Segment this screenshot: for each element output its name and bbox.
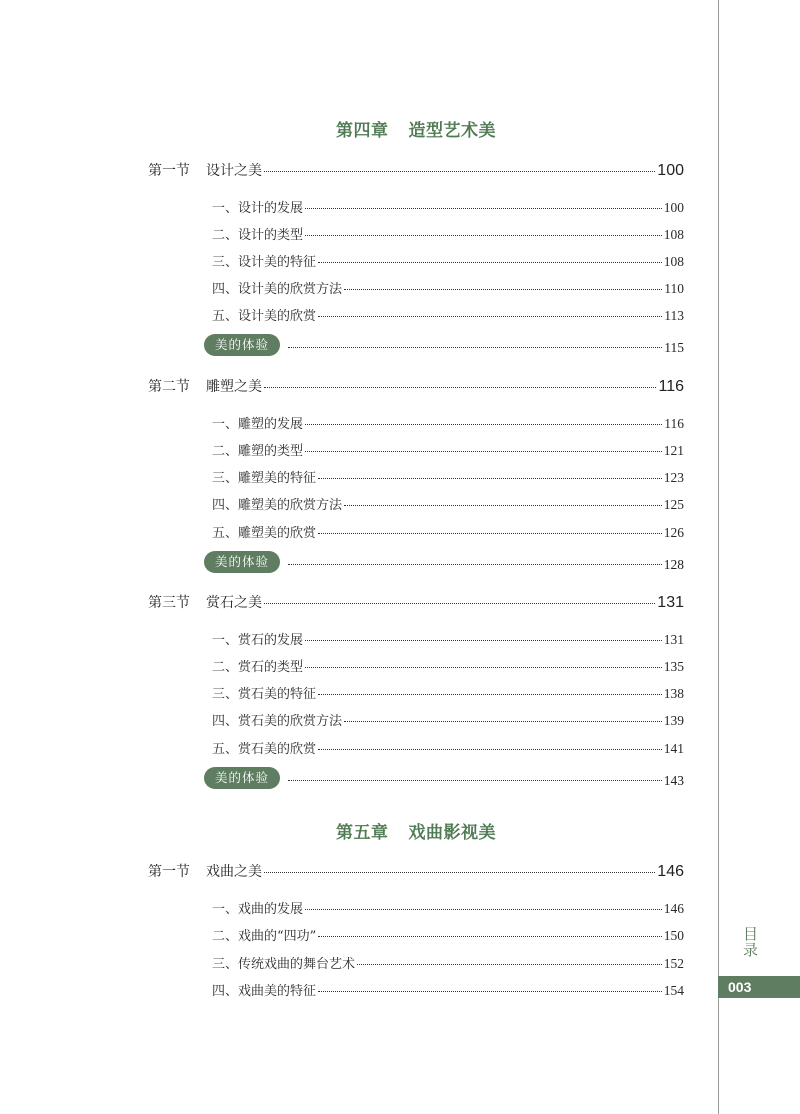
page-number: 143 [663, 773, 684, 788]
entry-title: 二、设计的类型 [212, 228, 304, 243]
toc-entry[interactable] [212, 251, 684, 270]
page-number: 146 [663, 901, 684, 916]
side-section-label: 目录 [741, 926, 759, 958]
experience-badge: 美的体验 [204, 551, 280, 573]
toc-entry[interactable] [212, 278, 684, 297]
dot-leader [305, 424, 662, 425]
dot-leader [318, 533, 662, 534]
page-number: 146 [657, 863, 684, 880]
page-number-tab: 003 [718, 976, 800, 998]
page-number: 154 [663, 983, 684, 998]
page-number: 110 [664, 281, 684, 296]
toc-entry[interactable] [212, 656, 684, 675]
toc-entry[interactable] [212, 629, 684, 648]
dot-leader [318, 478, 662, 479]
entry-title: 四、赏石美的欣赏方法 [212, 714, 343, 729]
entry-title: 一、戏曲的发展 [212, 902, 304, 917]
dot-leader [305, 909, 662, 910]
dot-leader [305, 640, 662, 641]
page-number: 116 [658, 378, 684, 395]
dot-leader [305, 451, 662, 452]
dot-leader [344, 721, 662, 722]
dot-leader [288, 347, 662, 348]
dot-leader [357, 964, 662, 965]
toc-section-entry[interactable] [148, 376, 684, 396]
section-title: 设计之美 [206, 163, 262, 179]
dot-leader [264, 387, 656, 388]
toc-entry[interactable] [212, 440, 684, 459]
chapter-heading [0, 818, 800, 843]
entry-title: 四、雕塑美的欣赏方法 [212, 498, 343, 513]
entry-title: 二、赏石的类型 [212, 660, 304, 675]
entry-title: 四、戏曲美的特征 [212, 984, 317, 999]
page-number: 116 [664, 416, 684, 431]
toc-entry[interactable] [212, 980, 684, 999]
toc-entry[interactable] [212, 522, 684, 541]
toc-entry[interactable] [212, 467, 684, 486]
entry-title: 二、戏曲的“四功” [212, 929, 317, 944]
entry-title: 三、雕塑美的特征 [212, 471, 317, 486]
page-number: 100 [663, 200, 684, 215]
page-number: 135 [663, 659, 684, 674]
entry-title: 四、设计美的欣赏方法 [212, 282, 343, 297]
toc-entry[interactable] [212, 197, 684, 216]
page-number: 128 [663, 557, 684, 572]
section-title: 赏石之美 [206, 595, 262, 611]
page-number: 115 [664, 340, 684, 355]
entry-title: 一、雕塑的发展 [212, 417, 304, 432]
chapter-number: 第五章 [336, 823, 389, 843]
dot-leader [318, 749, 662, 750]
page-number: 121 [663, 443, 684, 458]
dot-leader [264, 872, 655, 873]
toc-entry[interactable] [212, 953, 684, 972]
chapter-title: 造型艺术美 [408, 121, 496, 141]
dot-leader [318, 316, 662, 317]
toc-entry[interactable] [212, 710, 684, 729]
dot-leader [305, 667, 662, 668]
chapter-number: 第四章 [336, 121, 389, 141]
section-number: 第三节 [148, 595, 190, 611]
page-number: 108 [663, 227, 684, 242]
entry-title: 五、赏石美的欣赏 [212, 742, 317, 757]
section-title: 戏曲之美 [206, 864, 262, 880]
margin-line [718, 0, 719, 1114]
chapter-title: 戏曲影视美 [408, 823, 496, 843]
page-number: 131 [663, 632, 684, 647]
page-number: 100 [657, 162, 684, 179]
page-number: 126 [663, 525, 684, 540]
entry-title: 二、雕塑的类型 [212, 444, 304, 459]
page-number: 113 [664, 308, 684, 323]
page-number: 139 [663, 713, 684, 728]
dot-leader [264, 603, 655, 604]
dot-leader [264, 171, 655, 172]
experience-badge: 美的体验 [204, 334, 280, 356]
entry-title: 一、设计的发展 [212, 201, 304, 216]
toc-experience-entry[interactable] [204, 551, 684, 573]
section-number: 第二节 [148, 379, 190, 395]
entry-title: 三、传统戏曲的舞台艺术 [212, 957, 356, 972]
entry-title: 三、设计美的特征 [212, 255, 317, 270]
page-number: 131 [657, 594, 684, 611]
dot-leader [344, 289, 662, 290]
toc-entry[interactable] [212, 898, 684, 917]
toc-experience-entry[interactable] [204, 767, 684, 789]
page-number: 125 [663, 497, 684, 512]
entry-title: 五、雕塑美的欣赏 [212, 526, 317, 541]
page-number: 123 [663, 470, 684, 485]
dot-leader [305, 208, 662, 209]
toc-section-entry[interactable] [148, 861, 684, 881]
page-number: 152 [663, 956, 684, 971]
toc-entry[interactable] [212, 683, 684, 702]
page-number: 108 [663, 254, 684, 269]
dot-leader [318, 262, 662, 263]
dot-leader [288, 564, 662, 565]
dot-leader [344, 505, 662, 506]
dot-leader [318, 936, 661, 937]
toc-entry[interactable] [212, 925, 684, 944]
chapter-heading [0, 116, 800, 141]
section-title: 雕塑之美 [206, 379, 262, 395]
page-number: 141 [663, 741, 684, 756]
entry-title: 三、赏石美的特征 [212, 687, 317, 702]
dot-leader [318, 694, 662, 695]
dot-leader [288, 780, 662, 781]
entry-title: 五、设计美的欣赏 [212, 309, 317, 324]
toc-entry[interactable] [212, 305, 684, 324]
dot-leader [305, 235, 662, 236]
dot-leader [318, 991, 662, 992]
toc-section-entry[interactable] [148, 592, 684, 612]
experience-badge: 美的体验 [204, 767, 280, 789]
toc-entry[interactable] [212, 413, 684, 432]
toc-entry[interactable] [212, 738, 684, 757]
toc-experience-entry[interactable] [204, 334, 684, 356]
toc-entry[interactable] [212, 494, 684, 513]
page-number: 138 [663, 686, 684, 701]
section-number: 第一节 [148, 163, 190, 179]
page-number: 150 [663, 928, 684, 943]
entry-title: 一、赏石的发展 [212, 633, 304, 648]
toc-section-entry[interactable] [148, 160, 684, 180]
section-number: 第一节 [148, 864, 190, 880]
toc-entry[interactable] [212, 224, 684, 243]
